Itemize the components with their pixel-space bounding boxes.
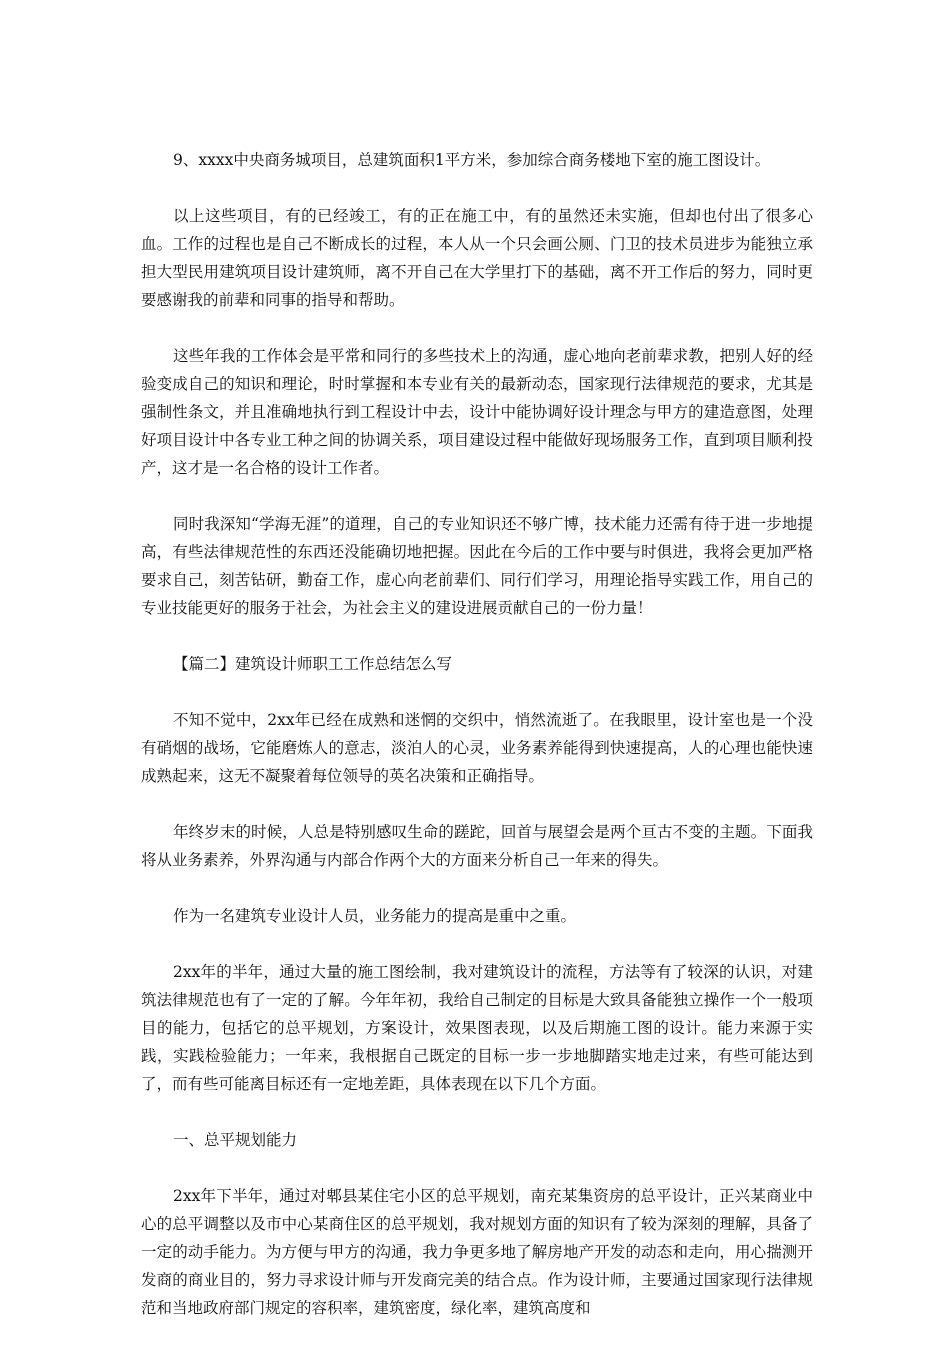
paragraph-site-planning-detail: 2xx年下半年，通过对郫县某住宅小区的总平规划，南充某集资房的总平设计，正兴某商业中心的总平调整以及市中心某商住区的总平规划，我对规划方面的知识有了较为深刻的理解，具备了一定的动手能力。为方便与甲方的沟通，我力争更多地了解房地产开发的动态和走向，用心揣测开发商的商业目的，努力寻求设计师与开发商完美的结合点。作为设计师，主要通过国家现行法律规范和当地政府部门规定的容积率，建筑密度，绿化率，建筑高度和 (141, 1187, 813, 1317)
paragraph-half-year: 2xx年的半年，通过大量的施工图绘制，我对建筑设计的流程，方法等有了较深的认识，对建筑法律规范也有了一定的了解。今年年初，我给自己制定的目标是大致具备能独立操作一个一般项目的能力，包括它的总平规划，方案设计，效果图表现，以及后期施工图的设计。能力来源于实践，实践检验能力；一年来，我根据自己既定的目标一步一步地脚踏实地走过来，有些可能达到了，而有些可能离目标还有一定地差距，具体表现在以下几个方面。 (141, 963, 813, 1093)
section-heading-part-two: 【篇二】建筑设计师职工工作总结怎么写 (173, 655, 453, 673)
document-body (141, 146, 813, 1350)
paragraph-year-intro: 不知不觉中，2xx年已经在成熟和迷惘的交织中，悄然流逝了。在我眼里，设计室也是一个没有硝烟的战场，它能磨炼人的意志，淡泊人的心灵，业务素养能得到快速提高，人的心理也能快速成熟起来，这无不凝聚着每位领导的英名决策和正确指导。 (141, 711, 813, 785)
paragraph-work-experience: 这些年我的工作体会是平常和同行的多些技术上的沟通，虚心地向老前辈求教，把别人好的经验变成自己的知识和理论，时时掌握和本专业有关的最新动态，国家现行法律规范的要求，尤其是强制性条文，并且准确地执行到工程设计中去，设计中能协调好设计理念与甲方的建造意图，处理好项目设计中各专业工种之间的协调关系，项目建设过程中能做好现场服务工作，直到项目顺利投产，这才是一名合格的设计工作者。 (141, 347, 813, 477)
paragraph-project-9: 9、xxxx中央商务城项目，总建筑面积1平方米，参加综合商务楼地下室的施工图设计。 (173, 151, 771, 169)
paragraph-business-ability: 作为一名建筑专业设计人员，业务能力的提高是重中之重。 (173, 907, 577, 925)
paragraph-future-plans: 同时我深知“学海无涯”的道理，自己的专业知识还不够广博，技术能力还需有待于进一步地提高，有些法律规范性的东西还没能确切地把握。因此在今后的工作中要与时俱进，我将会更加严格要求自己，刻苦钻研，勤奋工作，虚心向老前辈们、同行们学习，用理论指导实践工作，用自己的专业技能更好的服务于社会，为社会主义的建设进展贡献自己的一份力量！ (141, 515, 813, 617)
paragraph-year-end-reflection: 年终岁末的时候，人总是特别感叹生命的蹉跎，回首与展望会是两个亘古不变的主题。下面我将从业务素养，外界沟通与内部合作两个大的方面来分析自己一年来的得失。 (141, 823, 813, 869)
paragraph-projects-summary: 以上这些项目，有的已经竣工，有的正在施工中，有的虽然还未实施，但却也付出了很多心血。工作的过程也是自己不断成长的过程，本人从一个只会画公厕、门卫的技术员进步为能独立承担大型民用建筑项目设计建筑师，离不开自己在大学里打下的基础，离不开工作后的努力，同时更要感谢我的前辈和同事的指导和帮助。 (141, 207, 813, 309)
subheading-site-planning: 一、总平规划能力 (173, 1131, 298, 1149)
